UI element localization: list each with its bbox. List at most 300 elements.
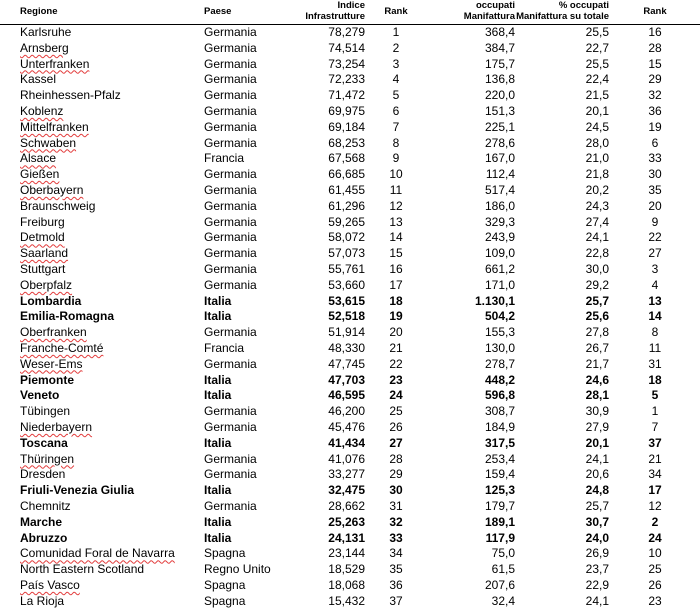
cell-occupati: 448,2: [484, 372, 515, 387]
cell-indice: 69,975: [328, 103, 365, 118]
cell-pct: 28,1: [585, 388, 609, 403]
cell-rank: 14: [389, 230, 403, 245]
cell-regione: Saarland: [20, 246, 69, 261]
cell-occupati: 179,7: [484, 498, 515, 513]
cell-occupati: 175,7: [484, 56, 515, 71]
cell-indice: 61,455: [328, 182, 365, 197]
cell-indice: 15,432: [328, 593, 365, 608]
table-row: [0, 57, 700, 73]
table-row: [0, 215, 700, 231]
header-regione: Regione: [20, 6, 58, 17]
table-row: [0, 151, 700, 167]
cell-regione: Friuli-Venezia Giulia: [20, 483, 135, 498]
cell-pct: 24,3: [585, 198, 609, 213]
cell-pct: 24,1: [585, 230, 609, 245]
cell-rank-2: 36: [648, 103, 662, 118]
cell-pct: 25,5: [585, 25, 609, 39]
cell-rank: 2: [392, 40, 400, 55]
cell-indice: 73,254: [328, 56, 365, 71]
cell-paese: Francia: [204, 340, 245, 355]
cell-indice: 47,745: [328, 356, 365, 371]
cell-paese: Italia: [204, 293, 232, 308]
cell-rank: 12: [389, 198, 403, 213]
cell-occupati: 329,3: [484, 214, 515, 229]
cell-paese: Germania: [204, 419, 257, 434]
cell-indice: 51,914: [328, 325, 365, 340]
table-row: [0, 388, 700, 404]
table-row: [0, 357, 700, 373]
cell-paese: Germania: [204, 246, 257, 261]
cell-indice: 71,472: [328, 88, 365, 103]
cell-pct: 24,1: [585, 593, 609, 608]
cell-regione: Tübingen: [20, 404, 71, 419]
cell-rank-2: 4: [651, 277, 659, 292]
cell-rank: 18: [389, 293, 403, 308]
cell-rank: 10: [389, 167, 403, 182]
table-row: [0, 41, 700, 57]
cell-rank: 3: [392, 56, 400, 71]
cell-rank: 5: [392, 88, 400, 103]
cell-paese: Germania: [204, 214, 257, 229]
cell-rank-2: 3: [651, 261, 659, 276]
cell-regione: Piemonte: [20, 372, 75, 387]
cell-paese: Germania: [204, 277, 257, 292]
cell-paese: Germania: [204, 103, 257, 118]
cell-indice: 33,277: [328, 467, 365, 482]
cell-rank: 33: [389, 530, 403, 545]
cell-regione: Chemnitz: [20, 498, 71, 513]
cell-indice: 18,529: [328, 562, 365, 577]
cell-pct: 25,6: [585, 309, 609, 324]
cell-rank-2: 15: [648, 56, 662, 71]
cell-paese: Italia: [204, 514, 232, 529]
header-indice-line2: Infrastrutture: [305, 10, 365, 22]
cell-regione: Kassel: [20, 72, 57, 87]
header-rank-1: Rank: [384, 6, 408, 17]
cell-regione: Karlsruhe: [20, 25, 72, 39]
cell-pct: 21,7: [585, 356, 609, 371]
table-row: [0, 262, 700, 278]
cell-regione: Gießen: [20, 167, 60, 182]
cell-paese: Italia: [204, 388, 232, 403]
cell-pct: 23,7: [585, 562, 609, 577]
cell-indice: 59,265: [328, 214, 365, 229]
cell-indice: 23,144: [328, 546, 365, 561]
cell-occupati: 112,4: [485, 167, 515, 182]
table-row: [0, 452, 700, 468]
cell-paese: Spagna: [204, 577, 246, 592]
cell-rank: 36: [389, 577, 403, 592]
cell-regione: Veneto: [20, 388, 60, 403]
cell-indice: 58,072: [328, 230, 365, 245]
cell-pct: 30,0: [585, 261, 609, 276]
cell-indice: 47,703: [328, 372, 365, 387]
cell-paese: Spagna: [204, 593, 246, 608]
cell-indice: 48,330: [328, 340, 365, 355]
cell-occupati: 159,4: [484, 467, 515, 482]
cell-pct: 30,7: [585, 514, 609, 529]
cell-occupati: 32,4: [491, 593, 515, 608]
cell-rank-2: 8: [651, 325, 659, 340]
cell-indice: 41,076: [328, 451, 365, 466]
cell-occupati: 186,0: [484, 198, 515, 213]
header-rank-2: Rank: [643, 6, 667, 17]
table-row: [0, 104, 700, 120]
cell-pct: 20,2: [585, 182, 609, 197]
cell-pct: 24,1: [585, 451, 609, 466]
cell-paese: Italia: [204, 530, 232, 545]
cell-rank: 24: [389, 388, 403, 403]
table-row: [0, 88, 700, 104]
cell-indice: 41,434: [328, 435, 365, 450]
cell-paese: Germania: [204, 261, 257, 276]
cell-paese: Germania: [204, 198, 257, 213]
table-row: [0, 120, 700, 136]
cell-indice: 46,595: [328, 388, 365, 403]
cell-regione: Franche-Comté: [20, 340, 104, 355]
cell-paese: Germania: [204, 182, 257, 197]
cell-rank-2: 37: [648, 435, 662, 450]
table-row: [0, 278, 700, 294]
cell-rank: 37: [389, 593, 403, 608]
cell-occupati: 517,4: [484, 182, 515, 197]
cell-occupati: 220,0: [484, 88, 515, 103]
cell-paese: Germania: [204, 325, 257, 340]
table-row: [0, 199, 700, 215]
cell-rank: 16: [389, 261, 403, 276]
cell-regione: Freiburg: [20, 214, 65, 229]
cell-pct: 30,9: [585, 404, 609, 419]
cell-occupati: 151,3: [484, 103, 515, 118]
table-row: [0, 167, 700, 183]
table-row: [0, 483, 700, 499]
cell-rank-2: 9: [651, 214, 659, 229]
cell-regione: Abruzzo: [20, 530, 68, 545]
cell-occupati: 278,6: [484, 135, 515, 150]
cell-paese: Germania: [204, 451, 257, 466]
cell-occupati: 167,0: [484, 151, 515, 166]
cell-occupati: 504,2: [484, 309, 515, 324]
header-pct: [516, 1, 609, 22]
cell-rank: 27: [389, 435, 403, 450]
cell-rank-2: 25: [648, 562, 662, 577]
cell-pct: 25,5: [585, 56, 609, 71]
cell-paese: Germania: [204, 230, 257, 245]
cell-rank-2: 14: [648, 309, 662, 324]
cell-rank-2: 18: [648, 372, 662, 387]
cell-pct: 27,9: [585, 419, 609, 434]
cell-paese: Germania: [204, 25, 257, 39]
cell-occupati: 155,3: [484, 325, 515, 340]
table-row: [0, 531, 700, 547]
cell-regione: País Vasco: [20, 577, 80, 592]
cell-regione: Oberfranken: [20, 325, 87, 340]
table-header: [0, 0, 700, 25]
cell-occupati: 184,9: [484, 419, 515, 434]
cell-pct: 21,5: [585, 88, 609, 103]
cell-pct: 22,9: [585, 577, 609, 592]
cell-indice: 25,263: [328, 514, 365, 529]
cell-rank-2: 34: [648, 467, 662, 482]
cell-regione: Comunidad Foral de Navarra: [20, 546, 175, 561]
cell-rank-2: 22: [648, 230, 662, 245]
cell-rank-2: 31: [648, 356, 662, 371]
cell-rank: 22: [389, 356, 403, 371]
cell-paese: Italia: [204, 435, 232, 450]
cell-occupati: 1.130,1: [474, 293, 515, 308]
table-row: [0, 515, 700, 531]
cell-occupati: 225,1: [484, 119, 515, 134]
table-row: [0, 499, 700, 515]
header-pct-line1: % occupati: [558, 0, 609, 11]
cell-rank: 11: [389, 182, 403, 197]
cell-regione: Thüringen: [20, 451, 75, 466]
cell-pct: 22,8: [585, 246, 609, 261]
cell-rank-2: 6: [651, 135, 659, 150]
cell-rank-2: 1: [651, 404, 659, 419]
cell-occupati: 596,8: [484, 388, 515, 403]
cell-regione: La Rioja: [20, 593, 65, 608]
cell-pct: 25,7: [585, 293, 609, 308]
cell-pct: 24,6: [585, 372, 609, 387]
cell-regione: Emilia-Romagna: [20, 309, 115, 324]
cell-occupati: 75,0: [491, 546, 515, 561]
cell-occupati: 317,5: [484, 435, 515, 450]
table-row: [0, 546, 700, 562]
cell-indice: 55,761: [328, 261, 365, 276]
cell-rank-2: 12: [648, 498, 662, 513]
cell-paese: Germania: [204, 135, 257, 150]
cell-rank: 25: [389, 404, 403, 419]
header-pct-line2: Manifattura su totale: [516, 10, 609, 22]
cell-indice: 67,568: [328, 151, 365, 166]
cell-regione: Toscana: [20, 435, 68, 450]
cell-indice: 18,068: [328, 577, 365, 592]
header-occupati-line1: occupati: [475, 0, 515, 11]
cell-rank-2: 17: [648, 483, 662, 498]
cell-pct: 28,0: [585, 135, 609, 150]
cell-paese: Spagna: [204, 546, 246, 561]
table-row: [0, 309, 700, 325]
cell-paese: Italia: [204, 483, 232, 498]
table-row: [0, 436, 700, 452]
cell-rank-2: 27: [648, 246, 662, 261]
cell-indice: 61,296: [328, 198, 365, 213]
cell-rank-2: 23: [648, 593, 662, 608]
cell-occupati: 384,7: [484, 40, 515, 55]
cell-paese: Regno Unito: [204, 562, 271, 577]
cell-occupati: 109,0: [484, 246, 515, 261]
cell-occupati: 243,9: [484, 230, 515, 245]
cell-rank-2: 24: [648, 530, 662, 545]
cell-occupati: 130,0: [484, 340, 515, 355]
cell-rank: 34: [389, 546, 403, 561]
cell-paese: Germania: [204, 167, 257, 182]
cell-rank: 17: [389, 277, 403, 292]
table-row: [0, 467, 700, 483]
cell-rank: 35: [389, 562, 403, 577]
cell-rank-2: 10: [648, 546, 662, 561]
cell-pct: 20,1: [585, 103, 609, 118]
cell-regione: Schwaben: [20, 135, 77, 150]
cell-rank-2: 21: [648, 451, 662, 466]
cell-regione: Alsace: [20, 151, 57, 166]
cell-regione: Koblenz: [20, 103, 64, 118]
table-row: [0, 25, 700, 41]
cell-regione: Dresden: [20, 467, 66, 482]
table-row: [0, 325, 700, 341]
cell-regione: Detmold: [20, 230, 65, 245]
table-row: [0, 420, 700, 436]
cell-occupati: 125,3: [484, 483, 515, 498]
table-row: [0, 136, 700, 152]
cell-rank-2: 7: [651, 419, 659, 434]
cell-regione: North Eastern Scotland: [20, 562, 145, 577]
cell-occupati: 117,9: [485, 530, 515, 545]
cell-rank-2: 28: [648, 40, 662, 55]
cell-occupati: 136,8: [484, 72, 515, 87]
cell-paese: Germania: [204, 467, 257, 482]
cell-occupati: 207,6: [484, 577, 515, 592]
table-row: [0, 578, 700, 594]
cell-rank: 6: [392, 103, 400, 118]
cell-pct: 27,4: [585, 214, 609, 229]
header-indice-line1: Indice: [337, 0, 365, 11]
table-row: [0, 341, 700, 357]
cell-regione: Niederbayern: [20, 419, 93, 434]
cell-indice: 66,685: [328, 167, 365, 182]
cell-rank-2: 2: [651, 514, 659, 529]
header-indice: [305, 1, 365, 22]
cell-rank: 20: [389, 325, 403, 340]
cell-pct: 27,8: [585, 325, 609, 340]
cell-pct: 22,7: [585, 40, 609, 55]
cell-occupati: 61,5: [491, 562, 515, 577]
cell-paese: Germania: [204, 404, 257, 419]
cell-paese: Germania: [204, 119, 257, 134]
cell-indice: 28,662: [328, 498, 365, 513]
cell-rank: 4: [392, 72, 400, 87]
cell-rank: 26: [389, 419, 403, 434]
cell-pct: 21,0: [585, 151, 609, 166]
cell-rank-2: 35: [648, 182, 662, 197]
cell-rank: 29: [389, 467, 403, 482]
cell-indice: 78,279: [328, 25, 365, 39]
cell-indice: 74,514: [328, 40, 365, 55]
cell-regione: Oberbayern: [20, 182, 84, 197]
cell-rank: 8: [392, 135, 400, 150]
cell-paese: Italia: [204, 309, 232, 324]
cell-rank-2: 19: [648, 119, 662, 134]
cell-rank: 9: [392, 151, 400, 166]
cell-pct: 24,0: [585, 530, 609, 545]
cell-paese: Germania: [204, 356, 257, 371]
cell-rank: 32: [389, 514, 403, 529]
cell-rank: 31: [389, 498, 403, 513]
cell-regione: Braunschweig: [20, 198, 96, 213]
table-row: [0, 562, 700, 578]
table-row: [0, 72, 700, 88]
cell-regione: Arnsberg: [20, 40, 69, 55]
cell-rank-2: 16: [648, 25, 662, 39]
table-row: [0, 294, 700, 310]
table-row: [0, 594, 700, 610]
cell-regione: Stuttgart: [20, 261, 66, 276]
cell-paese: Italia: [204, 372, 232, 387]
table-body: [0, 25, 700, 609]
table-row: [0, 246, 700, 262]
cell-paese: Germania: [204, 88, 257, 103]
cell-rank: 13: [389, 214, 403, 229]
cell-rank-2: 5: [651, 388, 659, 403]
cell-indice: 68,253: [328, 135, 365, 150]
cell-rank-2: 33: [648, 151, 662, 166]
cell-occupati: 171,0: [484, 277, 515, 292]
cell-indice: 57,073: [328, 246, 365, 261]
cell-occupati: 278,7: [484, 356, 515, 371]
cell-rank: 23: [389, 372, 403, 387]
cell-occupati: 189,1: [484, 514, 515, 529]
table-row: [0, 183, 700, 199]
cell-occupati: 308,7: [484, 404, 515, 419]
header-paese: Paese: [204, 6, 232, 17]
cell-rank: 15: [389, 246, 403, 261]
cell-indice: 69,184: [328, 119, 365, 134]
cell-pct: 26,7: [585, 340, 609, 355]
cell-rank-2: 26: [648, 577, 662, 592]
cell-rank-2: 29: [648, 72, 662, 87]
cell-regione: Marche: [20, 514, 63, 529]
cell-regione: Oberpfalz: [20, 277, 73, 292]
cell-rank-2: 32: [648, 88, 662, 103]
cell-occupati: 253,4: [484, 451, 515, 466]
table-row: [0, 373, 700, 389]
cell-indice: 53,660: [328, 277, 365, 292]
cell-rank: 19: [389, 309, 403, 324]
cell-rank-2: 30: [648, 167, 662, 182]
cell-indice: 24,131: [328, 530, 365, 545]
header-occupati-line2: Manifattura: [463, 10, 515, 22]
cell-pct: 26,9: [585, 546, 609, 561]
cell-regione: Lombardia: [20, 293, 82, 308]
cell-rank: 21: [389, 340, 403, 355]
cell-indice: 52,518: [328, 309, 365, 324]
cell-regione: Unterfranken: [20, 56, 90, 71]
cell-occupati: 661,2: [484, 261, 515, 276]
cell-occupati: 368,4: [484, 25, 515, 39]
cell-indice: 72,233: [328, 72, 365, 87]
cell-pct: 25,7: [585, 498, 609, 513]
cell-rank-2: 20: [648, 198, 662, 213]
cell-rank-2: 13: [648, 293, 662, 308]
cell-paese: Germania: [204, 40, 257, 55]
cell-pct: 24,5: [585, 119, 609, 134]
cell-paese: Germania: [204, 498, 257, 513]
cell-paese: Germania: [204, 56, 257, 71]
cell-regione: Mittelfranken: [20, 119, 89, 134]
cell-pct: 22,4: [585, 72, 609, 87]
cell-rank: 7: [392, 119, 400, 134]
cell-regione: Rheinhessen-Pfalz: [20, 88, 121, 103]
cell-paese: Francia: [204, 151, 245, 166]
cell-paese: Germania: [204, 72, 257, 87]
cell-rank: 1: [392, 25, 400, 39]
cell-indice: 32,475: [328, 483, 365, 498]
table-row: [0, 404, 700, 420]
cell-pct: 29,2: [585, 277, 609, 292]
cell-regione: Weser-Ems: [20, 356, 83, 371]
table-row: [0, 230, 700, 246]
